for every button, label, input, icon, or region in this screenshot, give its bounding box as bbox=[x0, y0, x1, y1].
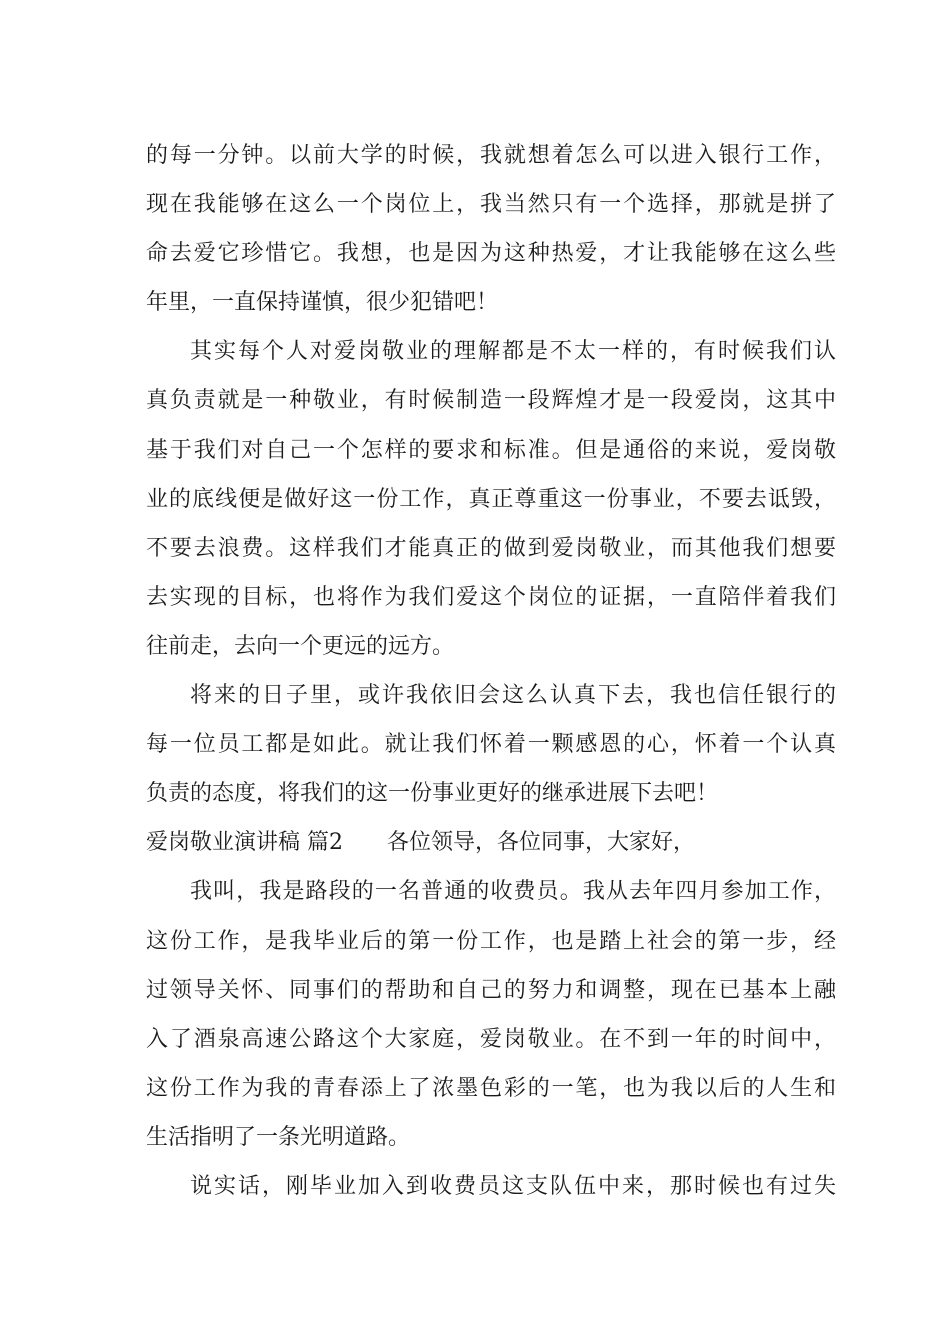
text-line: 去实现的目标，也将作为我们爱这个岗位的证据，一直陪伴着我们 bbox=[146, 584, 836, 610]
text-line: 生活指明了一条光明道路。 bbox=[146, 1124, 411, 1150]
text-line: 过领导关怀、同事们的帮助和自己的努力和调整，现在已基本上融 bbox=[146, 977, 836, 1003]
greeting: 各位领导，各位同事，大家好， bbox=[387, 830, 696, 856]
text-line: 说实话，刚毕业加入到收费员这支队伍中来，那时候也有过失 bbox=[190, 1173, 836, 1199]
text-line: 真负责就是一种敬业，有时候制造一段辉煌才是一段爱岗，这其中 bbox=[146, 388, 836, 414]
document-body bbox=[146, 131, 836, 1211]
paragraph bbox=[146, 327, 836, 671]
text-line: 我叫，我是路段的一名普通的收费员。我从去年四月参加工作， bbox=[190, 879, 836, 905]
paragraph bbox=[146, 671, 836, 818]
section-title: 爱岗敬业演讲稿 篇2 bbox=[146, 830, 343, 856]
text-line: 业的底线便是做好这一份工作，真正尊重这一份事业，不要去诋毁， bbox=[146, 486, 836, 512]
text-line: 命去爱它珍惜它。我想，也是因为这种热爱，才让我能够在这么些 bbox=[146, 241, 836, 267]
section-heading bbox=[146, 818, 836, 867]
text-line: 年里，一直保持谨慎，很少犯错吧！ bbox=[146, 290, 499, 316]
text-line: 入了酒泉高速公路这个大家庭，爱岗敬业。在不到一年的时间中， bbox=[146, 1026, 836, 1052]
text-line: 这份工作为我的青春添上了浓墨色彩的一笔，也为我以后的人生和 bbox=[146, 1075, 836, 1101]
text-line: 不要去浪费。这样我们才能真正的做到爱岗敬业，而其他我们想要 bbox=[146, 535, 836, 561]
paragraph bbox=[146, 1162, 836, 1211]
text-line: 这份工作，是我毕业后的第一份工作，也是踏上社会的第一步，经 bbox=[146, 928, 836, 954]
text-line: 现在我能够在这么一个岗位上，我当然只有一个选择，那就是拼了 bbox=[146, 192, 836, 218]
text-line: 往前走，去向一个更远的远方。 bbox=[146, 633, 455, 659]
text-line: 其实每个人对爱岗敬业的理解都是不太一样的，有时候我们认 bbox=[190, 339, 836, 365]
paragraph bbox=[146, 131, 836, 327]
text-line: 基于我们对自己一个怎样的要求和标准。但是通俗的来说，爱岗敬 bbox=[146, 437, 836, 463]
text-line: 每一位员工都是如此。就让我们怀着一颗感恩的心，怀着一个认真 bbox=[146, 732, 836, 758]
paragraph bbox=[146, 867, 836, 1162]
text-line: 负责的态度，将我们的这一份事业更好的继承进展下去吧！ bbox=[146, 781, 719, 807]
text-line: 的每一分钟。以前大学的时候，我就想着怎么可以进入银行工作， bbox=[146, 143, 836, 168]
text-line: 将来的日子里，或许我依旧会这么认真下去，我也信任银行的 bbox=[190, 683, 836, 709]
